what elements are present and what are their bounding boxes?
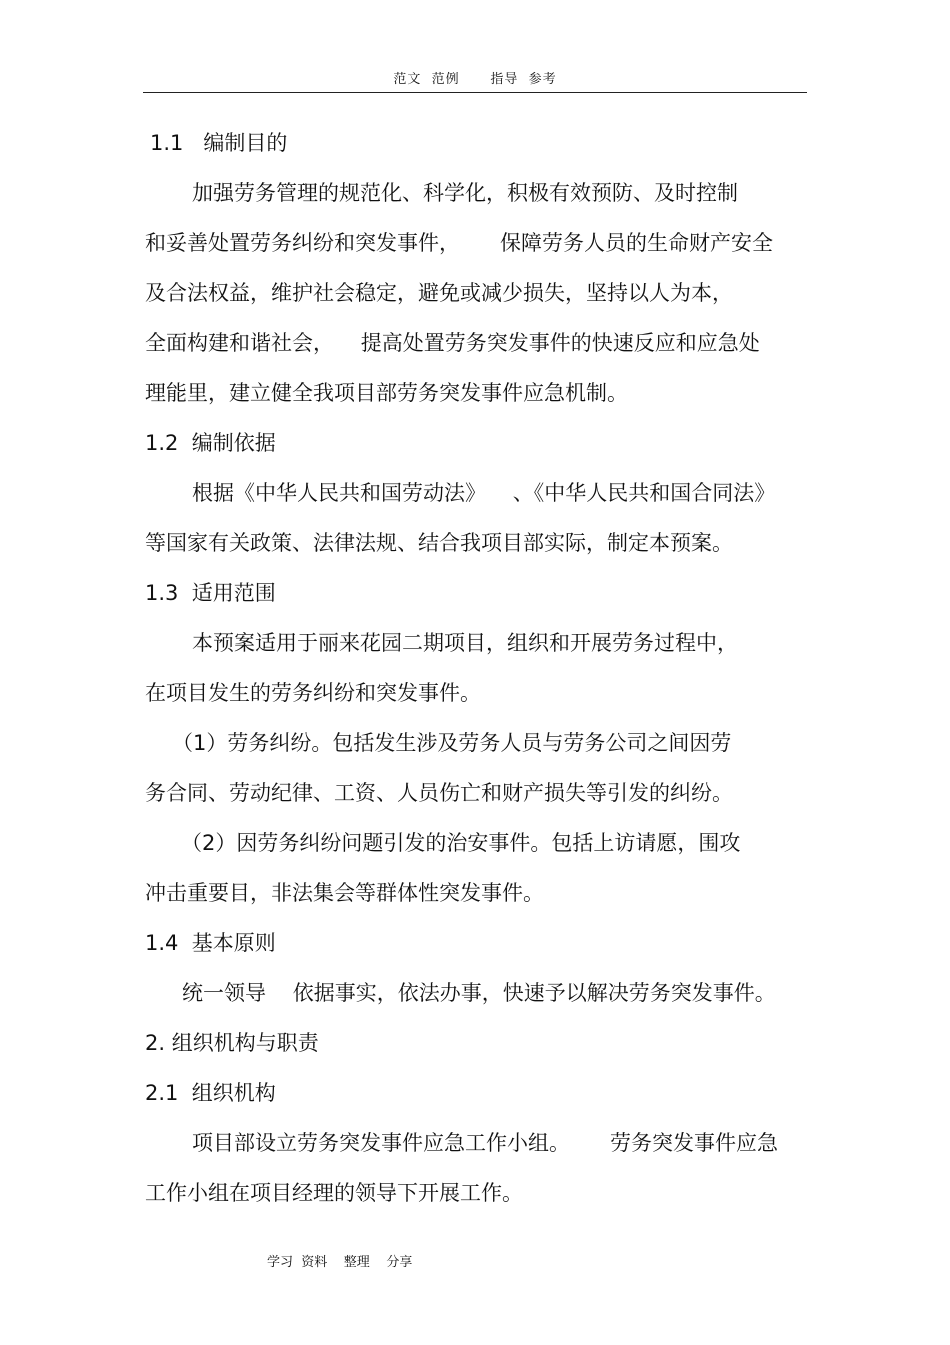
section-heading-2-1: 2.1 组织机构	[145, 1081, 276, 1105]
list-item-line: （1）劳务纠纷。包括发生涉及劳务人员与劳务公司之间因劳	[172, 731, 732, 755]
section-heading-2: 2. 组织机构与职责	[145, 1031, 319, 1055]
paragraph-line: 根据《中华人民共和国劳动法》 、《中华人民共和国合同法》	[192, 481, 776, 505]
paragraph-line: 和妥善处置劳务纠纷和突发事件， 保障劳务人员的生命财产安全	[145, 231, 774, 255]
paragraph-line: 理能里，建立健全我项目部劳务突发事件应急机制。	[145, 381, 628, 405]
paragraph-line: 全面构建和谐社会， 提高处置劳务突发事件的快速反应和应急处	[145, 331, 760, 355]
page-footer: 学习 资料 整理 分享	[267, 1255, 413, 1270]
paragraph-line: 及合法权益，维护社会稳定，避免或减少损失，坚持以人为本，	[145, 281, 733, 305]
header-divider	[143, 92, 807, 93]
paragraph-line: 在项目发生的劳务纠纷和突发事件。	[145, 681, 481, 705]
list-item-line: （2）因劳务纠纷问题引发的治安事件。包括上访请愿，围攻	[181, 831, 741, 855]
list-item-line: 务合同、劳动纪律、工资、人员伤亡和财产损失等引发的纠纷。	[145, 781, 733, 805]
paragraph-line: 项目部设立劳务突发事件应急工作小组。 劳务突发事件应急	[192, 1131, 779, 1155]
paragraph-line: 等国家有关政策、法律法规、结合我项目部实际，制定本预案。	[145, 531, 733, 555]
paragraph-line: 本预案适用于丽来花园二期项目，组织和开展劳务过程中，	[192, 631, 738, 655]
paragraph-line: 工作小组在项目经理的领导下开展工作。	[145, 1181, 523, 1205]
section-heading-1-2: 1.2 编制依据	[145, 431, 276, 455]
paragraph-line: 加强劳务管理的规范化、科学化，积极有效预防、及时控制	[192, 181, 738, 205]
section-heading-1-1: 1.1 编制目的	[150, 131, 288, 155]
section-heading-1-3: 1.3 适用范围	[145, 581, 276, 605]
paragraph-line: 统一领导 依据事实，依法办事，快速予以解决劳务突发事件。	[182, 981, 776, 1005]
page-header: 范文 范例 指导 参考	[393, 72, 557, 87]
list-item-line: 冲击重要目，非法集会等群体性突发事件。	[145, 881, 544, 905]
section-heading-1-4: 1.4 基本原则	[145, 931, 276, 955]
